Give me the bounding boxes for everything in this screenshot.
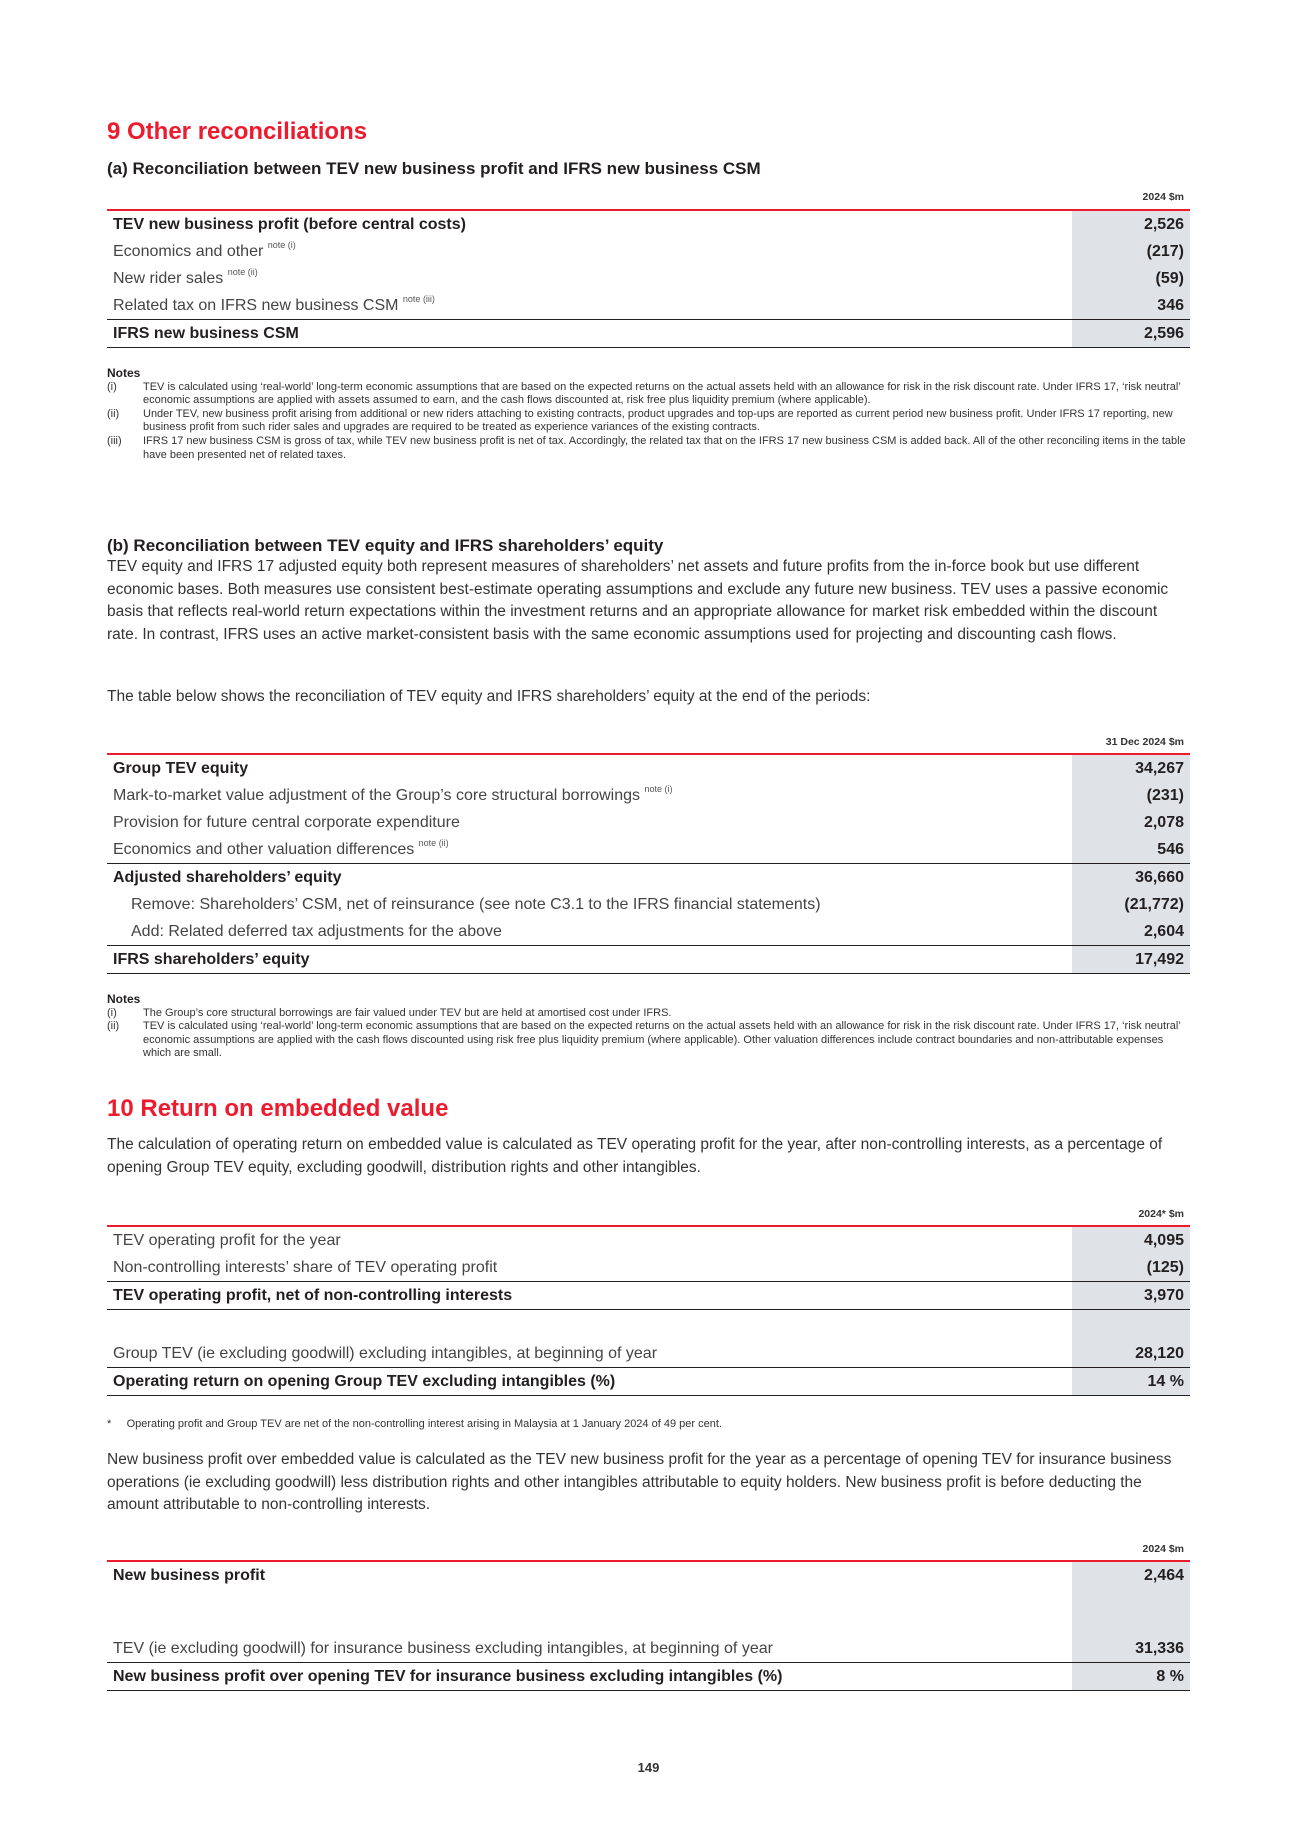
row-value: 4,095 bbox=[1072, 1226, 1190, 1254]
row-value: (59) bbox=[1072, 265, 1190, 292]
page-number: 149 bbox=[637, 1760, 660, 1775]
table-subtotal-row bbox=[107, 864, 1190, 892]
table-9a-column-header: 2024 $m bbox=[1142, 191, 1184, 203]
row-label: Related tax on IFRS new business CSM bbox=[113, 296, 399, 314]
row-label: TEV operating profit for the year bbox=[107, 1226, 1072, 1254]
row-label: Add: Related deferred tax adjustments for the above bbox=[131, 922, 502, 940]
row-value: 36,660 bbox=[1072, 864, 1190, 892]
row-label: IFRS new business CSM bbox=[113, 324, 299, 342]
row-value: 34,267 bbox=[1072, 754, 1190, 782]
table-total-row bbox=[107, 946, 1190, 974]
table-subtotal-row bbox=[107, 1282, 1190, 1310]
notes-9b bbox=[107, 993, 1190, 1061]
table-row bbox=[107, 918, 1190, 946]
table-row bbox=[107, 809, 1190, 836]
section-9b-paragraph: TEV equity and IFRS 17 adjusted equity both represent measures of shareholders’ net assets and future profits from the in-force book but use different economic bases. Both measures use consistent best-estimate operating assumptions and exclude any future new business. TEV uses a passive economic basis that reflects real-world return expectations within the investment returns and an appropriate allowance for market risk embedded within the discount rate. In contrast, IFRS uses an active market-consistent basis with the same economic assumptions used for projecting and discounting cash flows. bbox=[107, 558, 1169, 643]
row-label: Mark-to-market value adjustment of the Group’s core structural borrowings bbox=[113, 786, 641, 804]
table-row bbox=[107, 238, 1190, 265]
row-value: 28,120 bbox=[1072, 1340, 1190, 1368]
footnote bbox=[107, 1418, 722, 1430]
row-label: Economics and other valuation differences bbox=[113, 840, 415, 858]
row-value: (231) bbox=[1072, 782, 1190, 809]
table-row bbox=[107, 782, 1190, 809]
row-label: New business profit over opening TEV for insurance business excluding intangibles (%) bbox=[107, 1663, 1072, 1691]
row-value: 14 % bbox=[1072, 1368, 1190, 1396]
row-label: Adjusted shareholders’ equity bbox=[113, 868, 342, 886]
section-9b-heading: (b) Reconciliation between TEV equity and IFRS shareholders’ equity bbox=[107, 536, 664, 555]
row-label: Group TEV equity bbox=[113, 759, 249, 777]
note-text: Under TEV, new business profit arising from additional or new riders attaching to existing contracts, product upgrades and top-ups are reported as current period new business profit. Under IFRS 17 reporting, new business profit from such rider sales and upgrades are required to be treated as experience variances of the existing contracts. bbox=[143, 407, 1173, 434]
table-row bbox=[107, 292, 1190, 320]
note-text: The Group’s core structural borrowings are fair valued under TEV but are held at amortised cost under IFRS. bbox=[143, 1006, 672, 1019]
notes-9a bbox=[107, 367, 1190, 462]
row-label: New business profit bbox=[107, 1561, 1072, 1605]
note-item bbox=[107, 1007, 1190, 1021]
table-row bbox=[107, 891, 1190, 918]
row-label: IFRS shareholders’ equity bbox=[113, 950, 310, 968]
row-value: 8 % bbox=[1072, 1663, 1190, 1691]
note-key: (i) bbox=[107, 1006, 117, 1019]
table-spacer-row bbox=[107, 1310, 1190, 1341]
table-row bbox=[107, 265, 1190, 292]
note-item bbox=[107, 381, 1190, 408]
row-value: 546 bbox=[1072, 836, 1190, 864]
row-value: 2,078 bbox=[1072, 809, 1190, 836]
row-label: Operating return on opening Group TEV excluding intangibles (%) bbox=[107, 1368, 1072, 1396]
row-value: 17,492 bbox=[1072, 946, 1190, 974]
row-label: Non-controlling interests’ share of TEV operating profit bbox=[113, 1258, 498, 1276]
row-value: (125) bbox=[1072, 1254, 1190, 1282]
row-value: 346 bbox=[1072, 292, 1190, 320]
row-label: New rider sales bbox=[113, 269, 224, 287]
table-9a bbox=[107, 209, 1190, 348]
section-9a-heading: (a) Reconciliation between TEV new business profit and IFRS new business CSM bbox=[107, 159, 761, 178]
note-text: TEV is calculated using ‘real-world’ long-term economic assumptions that are based on the expected returns on the actual assets held with an allowance for risk in the risk discount rate. Under IFRS 17, ‘risk neutral’ economic assumptions are applied with the cash flows discounted using risk free plus liquidity premium (where applicable). Other valuation differences include contract boundaries and non-attributable expenses which are small. bbox=[143, 1020, 1181, 1060]
note-key: (ii) bbox=[107, 407, 120, 420]
row-label: Group TEV (ie excluding goodwill) excluding intangibles, at beginning of year bbox=[113, 1344, 658, 1362]
row-label: TEV (ie excluding goodwill) for insurance business excluding intangibles, at beginning of year bbox=[113, 1639, 773, 1657]
section-10-paragraph: The calculation of operating return on embedded value is calculated as TEV operating profit for the year, after non-controlling interests, as a percentage of opening Group TEV equity, excluding goodwill, distribution rights and other intangibles. bbox=[107, 1136, 1163, 1176]
note-ref: note (i) bbox=[267, 239, 296, 250]
row-value: 2,596 bbox=[1072, 320, 1190, 348]
note-item bbox=[107, 435, 1190, 462]
table-10a bbox=[107, 1225, 1190, 1396]
table-10b bbox=[107, 1560, 1190, 1691]
note-ref: note (ii) bbox=[227, 266, 258, 277]
row-value: 31,336 bbox=[1072, 1635, 1190, 1663]
row-label: TEV operating profit, net of non-controlling interests bbox=[107, 1282, 1072, 1310]
table-total-row bbox=[107, 320, 1190, 348]
notes-title: Notes bbox=[107, 992, 141, 1006]
table-row bbox=[107, 210, 1190, 238]
notes-title: Notes bbox=[107, 366, 141, 380]
row-value: 2,604 bbox=[1072, 918, 1190, 946]
table-10b-column-header: 2024 $m bbox=[1142, 1543, 1184, 1555]
table-spacer-row bbox=[107, 1605, 1190, 1635]
table-total-row bbox=[107, 1663, 1190, 1691]
table-9b-column-header: 31 Dec 2024 $m bbox=[1105, 736, 1184, 748]
table-9b bbox=[107, 753, 1190, 974]
table-row bbox=[107, 1254, 1190, 1282]
note-item bbox=[107, 408, 1190, 435]
row-value: 2,526 bbox=[1072, 210, 1190, 238]
table-10a-column-header: 2024* $m bbox=[1138, 1208, 1184, 1220]
table-total-row bbox=[107, 1368, 1190, 1396]
note-key: (ii) bbox=[107, 1020, 120, 1033]
table-row bbox=[107, 836, 1190, 864]
table-row bbox=[107, 754, 1190, 782]
row-value: 3,970 bbox=[1072, 1282, 1190, 1310]
row-label: Remove: Shareholders’ CSM, net of reinsurance (see note C3.1 to the IFRS financial statements) bbox=[131, 895, 821, 913]
row-value: (21,772) bbox=[1072, 891, 1190, 918]
table-row bbox=[107, 1340, 1190, 1368]
row-label: TEV new business profit (before central costs) bbox=[113, 215, 466, 233]
section-10-title: 10 Return on embedded value bbox=[107, 1095, 449, 1122]
note-text: IFRS 17 new business CSM is gross of tax, while TEV new business profit is net of tax. Accordingly, the related tax that on the IFRS 17 new business CSM is added back. All of the other reconciling items in the table have been presented net of related taxes. bbox=[143, 434, 1186, 461]
row-value: (217) bbox=[1072, 238, 1190, 265]
section-10-nbp-paragraph: New business profit over embedded value is calculated as the TEV new business profit for the year as a percentage of opening TEV for insurance business operations (ie excluding goodwill) less distribution rights and other intangibles attributable to equity holders. New business profit is before deducting the amount attributable to non-controlling interests. bbox=[107, 1451, 1172, 1513]
table-row bbox=[107, 1226, 1190, 1254]
note-key: (iii) bbox=[107, 434, 122, 447]
footnote-mark: * bbox=[107, 1418, 112, 1430]
table-row bbox=[107, 1561, 1190, 1605]
note-ref: note (iii) bbox=[402, 293, 435, 304]
note-key: (i) bbox=[107, 380, 117, 393]
table-row bbox=[107, 1635, 1190, 1663]
section-9-title: 9 Other reconciliations bbox=[107, 118, 368, 145]
row-label: Provision for future central corporate expenditure bbox=[113, 813, 460, 831]
note-ref: note (ii) bbox=[418, 837, 449, 848]
section-9b-table-intro: The table below shows the reconciliation of TEV equity and IFRS shareholders’ equity at the end of the periods: bbox=[107, 688, 871, 705]
note-ref: note (i) bbox=[644, 783, 673, 794]
footnote-text: Operating profit and Group TEV are net of the non-controlling interest arising in Malaysia at 1 January 2024 of 49 per cent. bbox=[126, 1418, 722, 1430]
row-value: 2,464 bbox=[1072, 1561, 1190, 1605]
note-item bbox=[107, 1020, 1190, 1061]
row-label: Economics and other bbox=[113, 242, 264, 260]
note-text: TEV is calculated using ‘real-world’ long-term economic assumptions that are based on the expected returns on the actual assets held with an allowance for risk in the risk discount rate. Under IFRS 17, ‘risk neutral’ economic assumptions are applied with assets assumed to earn, and the cash flows discounted at, risk free plus liquidity premium (where applicable). bbox=[143, 380, 1181, 407]
